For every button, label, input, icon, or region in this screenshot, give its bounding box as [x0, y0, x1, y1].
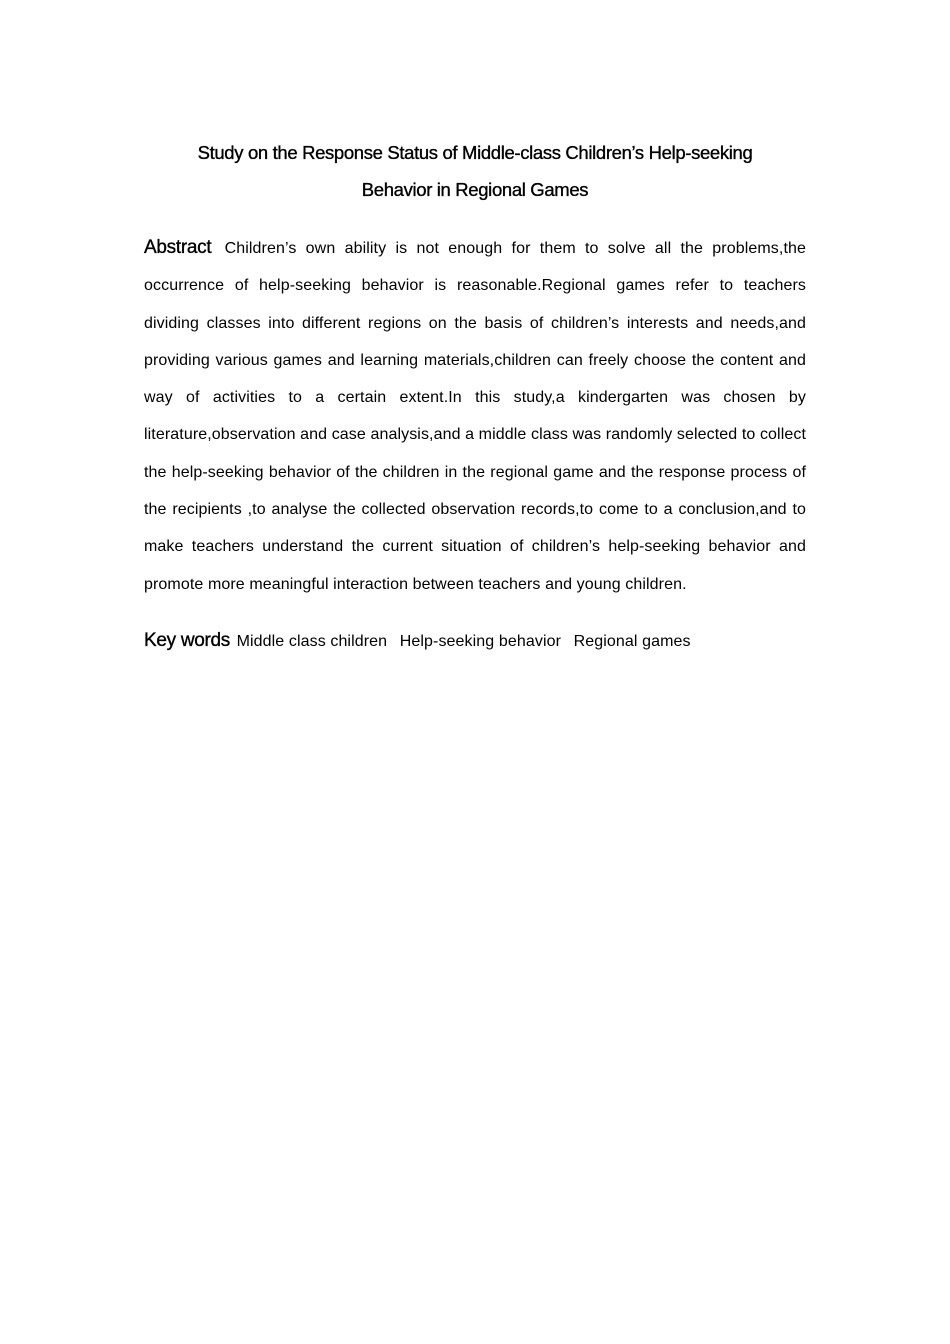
abstract-body: Children’s own ability is not enough for them to solve all the problems,the occurrence of help-seeking behavior is reasonable.Regional games refer to teachers dividing classes into different regions on the basis of children’s interests and needs,and providing various games and learning materials,children can freely choose the content and way of activities to a certain extent.In this study,a kindergarten was chosen by literature,observation and case analysis,and a middle class was randomly selected to collect the help-seeking behavior of the children in the regional game and the response process of the recipients ,to analyse the collected observation records,to come to a conclusion,and to make teachers understand the current situation of children’s help-seeking behavior and promote more meaningful interaction between teachers and young children. — [144, 240, 806, 593]
keyword-item: Middle class children — [236, 632, 388, 650]
title-line-1: Study on the Response Status of Middle-class Children’s Help-seeking — [197, 142, 753, 163]
keyword-item: Regional games — [573, 632, 691, 650]
abstract-paragraph — [144, 229, 806, 603]
document-content — [144, 134, 806, 660]
keyword-item: Help-seeking behavior — [399, 632, 562, 650]
title-line-2: Behavior in Regional Games — [361, 179, 589, 200]
abstract-heading: Abstract — [144, 237, 212, 258]
keywords-heading: Key words — [144, 629, 231, 651]
paper-title — [144, 134, 806, 208]
keywords-line — [144, 622, 806, 660]
